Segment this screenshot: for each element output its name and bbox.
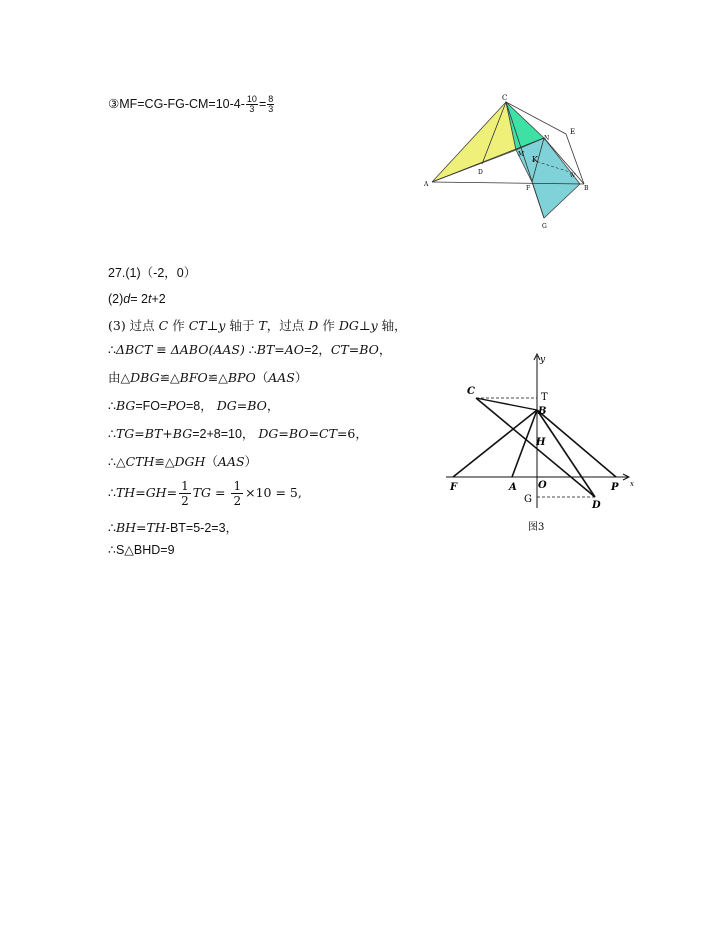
fig1-label-w: W: [570, 173, 576, 179]
fig1-label-k: K: [532, 155, 538, 164]
fig1-label-c: C: [502, 94, 508, 102]
fig3-label-f: F: [450, 482, 458, 493]
fig1-label-b: B: [584, 185, 589, 192]
fig3-label-h: H: [536, 437, 546, 448]
fraction-8-3: $\frac{8}{3}$: [268, 94, 274, 114]
figure-3-caption: 图3: [528, 522, 545, 533]
figure-1-geometry: [420, 92, 600, 237]
line-s-bhd: ∴S△BHD=9: [108, 543, 175, 557]
fig3-label-o: O: [538, 480, 547, 491]
fig3-label-b: B: [538, 406, 547, 417]
fig1-label-e: E: [570, 128, 576, 136]
fig3-label-x: x: [630, 480, 634, 488]
fig1-label-a: A: [424, 181, 429, 188]
line-congruence-1: ∴ΔBCT ≡ ΔABO(AAS) ∴BT=AO=2，CT=BO，: [108, 342, 392, 357]
line-tg: ∴TG=BT+BG=2+8=10， DG=BO=CT=6，: [108, 426, 368, 441]
line-mf: ③MF=CG-FG-CM=10-4- $\frac{10}{3}$ = $\frac{8}{3}$: [108, 94, 274, 114]
fraction-half-1: $\frac{1}{2}$: [181, 479, 189, 508]
line-bg: ∴BG=FO=PO=8， DG=BO，: [108, 398, 280, 413]
line-27-2: (2)d= 2t+2: [108, 292, 166, 306]
fig3-label-t: T: [541, 392, 548, 403]
line-27-3: (3) 过点 C 作 CT⊥y 轴于 T，过点 D 作 DG⊥y 轴，: [108, 318, 407, 333]
yellow-triangle: [432, 102, 516, 182]
fig1-label-f: F: [526, 185, 531, 192]
mf-expression: ③MF=CG-FG-CM=10-4-: [108, 96, 245, 111]
line-congruence-2: 由△DBG≌△BFO≌△BPO（AAS）: [108, 370, 308, 385]
fig3-label-y: y: [540, 355, 546, 365]
fig3-label-d: D: [592, 500, 601, 511]
line-27-1: 27.(1)（-2，0）: [108, 266, 197, 280]
line-bh: ∴BH=TH-BT=5-2=3，: [108, 520, 239, 535]
fig1-label-m: M: [518, 151, 525, 158]
fraction-10-3: $\frac{10}{3}$: [246, 94, 257, 114]
figure-3-coordinate: [440, 348, 640, 538]
fig1-label-d: D: [478, 169, 483, 176]
fraction-half-2: $\frac{1}{2}$: [233, 479, 242, 508]
line-th: ∴TH=GH= $\frac{1}{2}$ TG = $\frac{1}{2}$ ×10 = 5,: [108, 479, 302, 508]
fig3-label-c: C: [467, 386, 475, 397]
fig3-label-p: P: [611, 482, 619, 493]
fig1-label-n: N: [544, 135, 550, 142]
fig3-label-a: A: [509, 482, 517, 493]
line-congruence-3: ∴△CTH≌△DGH（AAS）: [108, 454, 258, 469]
fig3-label-g: G: [524, 494, 532, 505]
fig1-label-g: G: [542, 223, 547, 230]
